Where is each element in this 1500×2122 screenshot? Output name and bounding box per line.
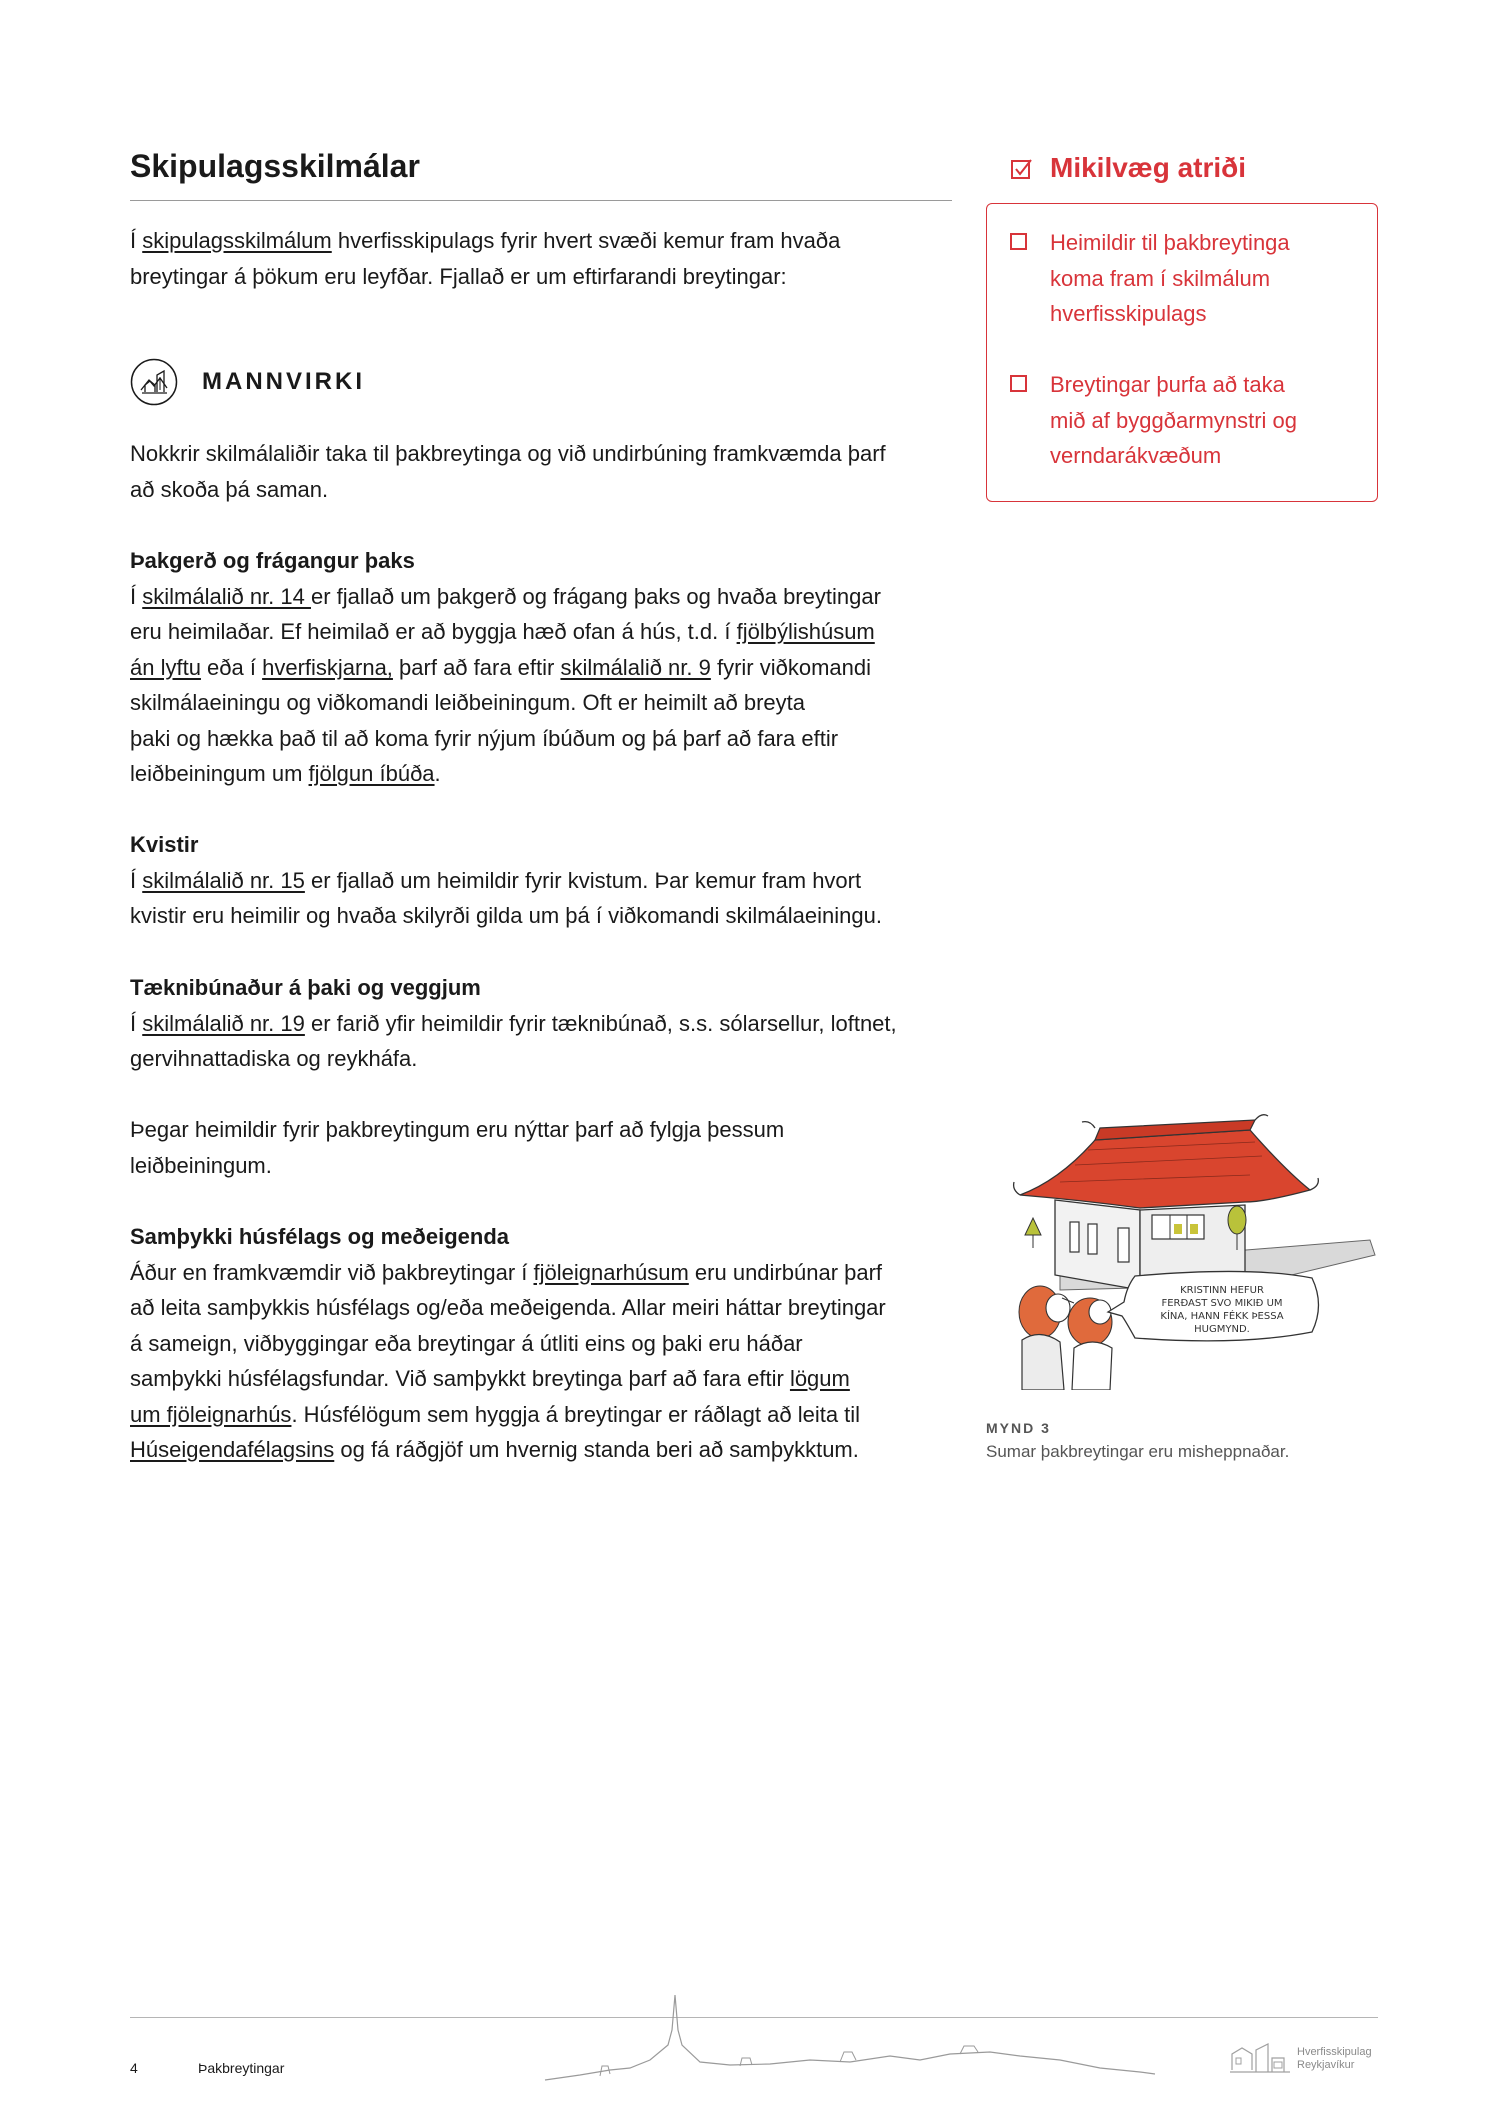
skyline-illustration bbox=[540, 1990, 1160, 2090]
page-title: Skipulagsskilmálar bbox=[130, 148, 420, 184]
speech-line-2: FERÐAST SVO MIKIÐ UM bbox=[1161, 1298, 1283, 1309]
figure-caption: Sumar þakbreytingar eru misheppnaðar. bbox=[986, 1442, 1290, 1461]
link-fjolbylishusum[interactable]: fjölbýlishúsum bbox=[736, 619, 875, 644]
checkbox-icon[interactable] bbox=[1010, 375, 1027, 392]
link-fjoleignarhusum[interactable]: fjöleignarhúsum bbox=[533, 1259, 689, 1285]
key-point-2: Breytingar þurfa að taka mið af byggðarmynstri og verndarákvæðum bbox=[1050, 372, 1297, 468]
link-fjolgun-ibuda[interactable]: fjölgun íbúða bbox=[308, 761, 435, 786]
link-hverfiskjarna[interactable]: hverfiskjarna, bbox=[262, 654, 393, 680]
illustration-pagoda-house bbox=[1000, 1090, 1380, 1390]
section-heading: Þakgerð og frágangur þaks bbox=[130, 548, 415, 573]
section-label-mannvirki: MANNVIRKI bbox=[202, 368, 365, 395]
link-skilmalalid-15[interactable]: skilmálalið nr. 15 bbox=[142, 867, 305, 893]
section-heading: Tæknibúnaður á þaki og veggjum bbox=[130, 975, 481, 1000]
note-paragraph: Þegar heimildir fyrir þakbreytingum eru nýttar þarf að fylgja þessum leiðbeiningum. bbox=[130, 1117, 785, 1178]
link-skipulagsskilmalar[interactable]: skipulagsskilmálum bbox=[142, 228, 332, 253]
link-skilmalalid-9[interactable]: skilmálalið nr. 9 bbox=[560, 654, 711, 680]
logo-icon bbox=[1228, 2040, 1294, 2078]
section-heading: Samþykki húsfélags og meðeigenda bbox=[130, 1224, 510, 1249]
speech-line-3: KÍNA, HANN FÉKK ÞESSA bbox=[1160, 1311, 1284, 1322]
checkbox-checked-icon bbox=[1010, 158, 1034, 182]
building-icon bbox=[130, 358, 178, 406]
link-fjoleignarhus[interactable]: um fjöleignarhús bbox=[130, 1401, 292, 1427]
speech-line-4: HUGMYND. bbox=[1194, 1324, 1250, 1335]
section-kvistir: Kvistir Í skilmálalið nr. 15 er fjallað um heimildir fyrir kvistum. Þar kemur fram hvort kvistir eru heimilir og hvaða skilyrði gilda um þá í viðkomandi skilmálaeiningu. bbox=[130, 827, 970, 934]
checkbox-icon[interactable] bbox=[1010, 233, 1027, 250]
title-divider bbox=[130, 200, 952, 201]
footer-logo-text: Hverfisskipulag Reykjavíkur bbox=[1297, 2046, 1372, 2071]
section-taeknibunadur: Tæknibúnaður á þaki og veggjum Í skilmálalið nr. 19 er farið yfir heimildir fyrir tæknibúnað, s.s. sólarsellur, loftnet, gervihnattadiska og reykháfa. bbox=[130, 970, 970, 1077]
lead-paragraph: Nokkrir skilmálaliðir taka til þakbreytinga og við undirbúning framkvæmda þarf að skoða þá saman. bbox=[130, 441, 886, 502]
link-huseigendafelagsins[interactable]: Húseigendafélagsins bbox=[130, 1437, 335, 1462]
link-an-lyftu[interactable]: án lyftu bbox=[130, 654, 201, 680]
link-skilmalalid-14[interactable]: skilmálalið nr. 14 bbox=[142, 583, 311, 609]
key-point-1: Heimildir til þakbreytinga koma fram í skilmálum hverfisskipulags bbox=[1050, 230, 1290, 326]
section-heading: Kvistir bbox=[130, 832, 199, 857]
speech-line-1: KRISTINN HEFUR bbox=[1180, 1285, 1264, 1296]
section-samthykki: Samþykki húsfélags og meðeigenda Áður en framkvæmdir við þakbreytingar í fjöleignarhúsum eru undirbúnar þarf að leita samþykkis húsfélags og/eða meðeigenda. Allar meiri háttar breytingar á sameign, viðbyggingar eða breytingar á útliti eins og þaki eru háðar samþykki húsfélagsfundar. Við samþykkt breytinga þarf að fara eftir lögum um fjöleignarhús. Húsfélögum sem hyggja á breytingar er ráðlagt að leita til Húseigendafélagsins og fá ráðgjöf um hvernig standa beri að samþykktum. bbox=[130, 1219, 970, 1468]
figure-label: MYND 3 bbox=[986, 1420, 1051, 1436]
sidebar-title: Mikilvæg atriði bbox=[1050, 152, 1247, 183]
intro-paragraph: Í skipulagsskilmálum hverfisskipulags fyrir hvert svæði kemur fram hvaða breytingar á þökum eru leyfðar. Fjallað er um eftirfarandi breytingar: bbox=[130, 228, 841, 289]
link-skilmalalid-19[interactable]: skilmálalið nr. 19 bbox=[142, 1010, 305, 1036]
link-logum[interactable]: lögum bbox=[789, 1366, 850, 1391]
page-number: 4 bbox=[130, 2060, 138, 2076]
section-thakgerd: Þakgerð og frágangur þaks Í skilmálalið nr. 14 er fjallað um þakgerð og frágang þaks og hvaða breytingar eru heimilaðar. Ef heimilað er að byggja hæð ofan á hús, t.d. í fjölbýlishúsum án lyftu eða í hverfiskjarna, þarf að fara eftir skilmálalið nr. 9 fyrir viðkomandi skilmálaeiningu og viðkomandi leiðbeiningum. Oft er heimilt að breyta þaki og hækka það til að koma fyrir nýjum íbúðum og þá þarf að fara eftir leiðbeiningum um fjölgun íbúða. bbox=[130, 543, 970, 792]
footer-doc-title: Þakbreytingar bbox=[198, 2060, 285, 2076]
